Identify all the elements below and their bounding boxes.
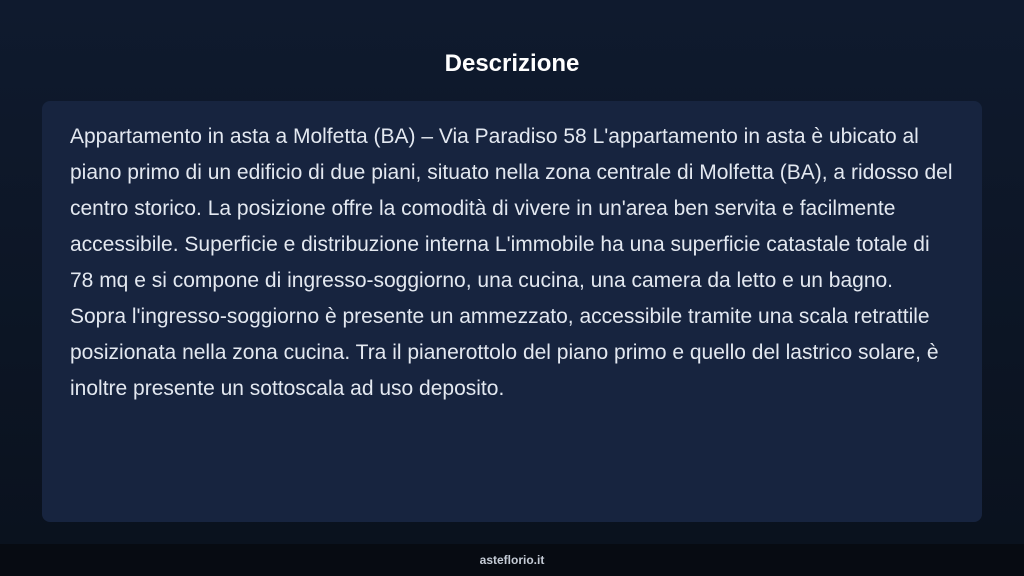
description-card [42, 101, 982, 522]
description-text: Appartamento in asta a Molfetta (BA) – Via Paradiso 58 L'appartamento in asta è ubicato al piano primo di un edificio di due piani, situato nella zona centrale di Molfetta (BA), a ridosso del centro storico. La posizione offre la comodità di vivere in un'area ben servita e facilmente accessibile. Superficie e distribuzione interna L'immobile ha una superficie catastale totale di 78 mq e si compone di ingresso-soggiorno, una cucina, una camera da letto e un bagno. Sopra l'ingresso-soggiorno è presente un ammezzato, accessibile tramite una scala retrattile posizionata nella zona cucina. Tra il pianerottolo del piano primo e quello del lastrico solare, è inoltre presente un sottoscala ad uso deposito. [70, 125, 953, 400]
footer-site-label: asteflorio.it [479, 553, 545, 567]
page-title: Descrizione [444, 50, 580, 77]
footer-bar [0, 544, 1024, 576]
